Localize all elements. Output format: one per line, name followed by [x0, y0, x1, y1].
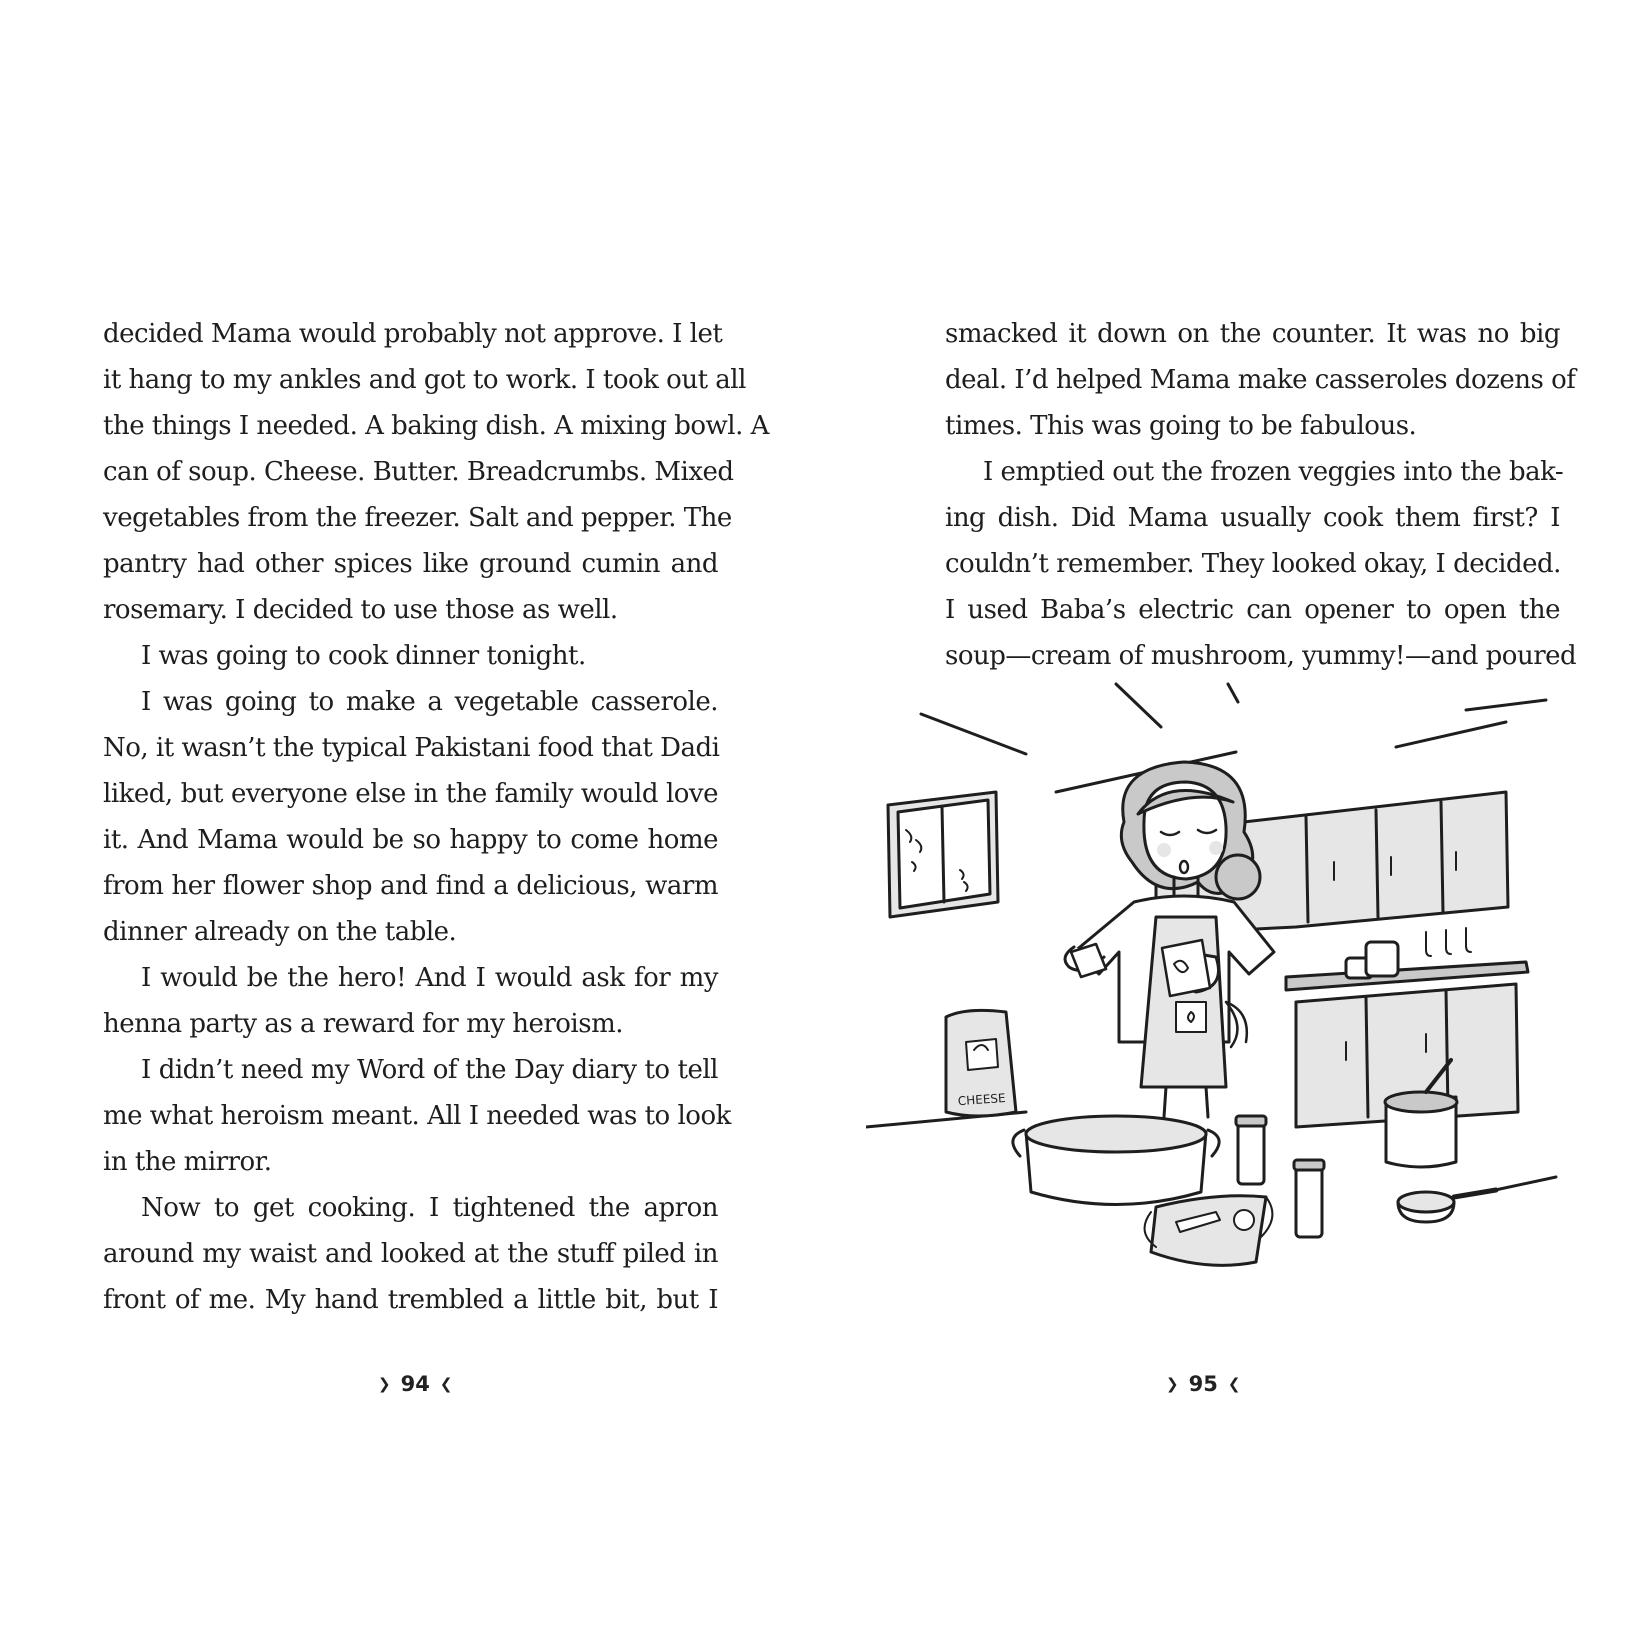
text-line: soup—cream of mushroom, yummy!—and poured	[945, 641, 1577, 671]
page-number	[378, 1372, 452, 1396]
baking-dish	[1013, 1116, 1219, 1205]
text-line: deal. I’d helped Mama make casseroles dozens of	[945, 365, 1576, 395]
text-line: from her flower shop and find a delicious, warm	[103, 871, 718, 901]
text-line: Now to get cooking. I tightened the apron	[141, 1193, 718, 1223]
girl-cooking	[1065, 762, 1274, 1117]
text-line: it hang to my ankles and got to work. I took out all	[103, 365, 746, 395]
text-line: times. This was going to be fabulous.	[945, 411, 1417, 441]
window	[888, 792, 998, 917]
text-line: it. And Mama would be so happy to come home	[103, 825, 718, 855]
text-line: I didn’t need my Word of the Day diary to tell	[141, 1055, 718, 1085]
text-line: I used Baba’s electric can opener to open the	[945, 595, 1560, 625]
text-line: smacked it down on the counter. It was no big	[945, 319, 1560, 349]
text-line: decided Mama would probably not approve. I let	[103, 319, 723, 349]
text-line: I was going to make a vegetable casserole.	[141, 687, 718, 717]
text-line: pantry had other spices like ground cumin and	[103, 549, 718, 579]
text-line: rosemary. I decided to use those as well.	[103, 595, 618, 625]
folio-ornament-right: ❮	[439, 1375, 453, 1393]
text-line: I was going to cook dinner tonight.	[141, 641, 586, 671]
folio-ornament-left: ❯	[1166, 1375, 1179, 1393]
text-line: I would be the hero! And I would ask for my	[141, 963, 718, 993]
room-lines	[921, 684, 1546, 792]
text-line: liked, but everyone else in the family would love	[103, 779, 718, 809]
text-line: I emptied out the frozen veggies into the bak-	[983, 457, 1564, 487]
text-line: the things I needed. A baking dish. A mixing bowl. A	[103, 411, 769, 441]
text-line: couldn’t remember. They looked okay, I decided.	[945, 549, 1561, 579]
text-line: henna party as a reward for my heroism.	[103, 1009, 624, 1039]
measuring-cup	[1398, 1190, 1496, 1222]
text-line: dinner already on the table.	[103, 917, 457, 947]
folio-ornament-left: ❯	[378, 1375, 391, 1393]
kitchen-illustration	[866, 672, 1632, 1362]
cheese-label: CHEESE	[957, 1090, 1007, 1109]
folio-ornament-right: ❮	[1227, 1375, 1241, 1393]
veggie-bag	[1145, 1196, 1273, 1266]
text-line: No, it wasn’t the typical Pakistani food that Dadi	[103, 733, 720, 763]
cheese-bag	[946, 1010, 1016, 1116]
text-line: me what heroism meant. All I needed was to look	[103, 1101, 731, 1131]
page-number-value: 95	[1188, 1372, 1218, 1396]
page-number	[1166, 1372, 1240, 1396]
text-line: around my waist and looked at the stuff piled in	[103, 1239, 718, 1269]
page-number-value: 94	[400, 1372, 430, 1396]
text-line: front of me. My hand trembled a little bit, but I	[103, 1285, 718, 1315]
text-line: in the mirror.	[103, 1147, 272, 1177]
text-line: can of soup. Cheese. Butter. Breadcrumbs. Mixed	[103, 457, 734, 487]
right-page	[826, 0, 1652, 1652]
text-line: vegetables from the freezer. Salt and pepper. The	[103, 503, 732, 533]
text-line: ing dish. Did Mama usually cook them first? I	[945, 503, 1560, 533]
